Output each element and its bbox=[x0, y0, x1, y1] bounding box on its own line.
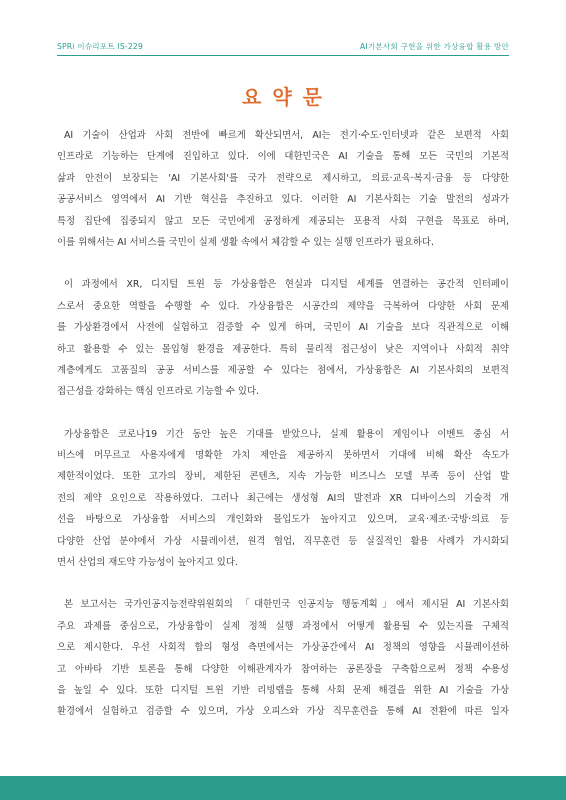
text-line: 을 높일 수 있다. 또한 디지털 트윈 기반 리빙랩을 통해 사회 문제 해결을 위한 AI 기술을 가상 bbox=[57, 684, 509, 696]
running-header bbox=[57, 41, 509, 53]
text-line: 계층에게도 고품질의 공공 서비스를 제공할 수 있다는 점에서, 가상융합은 AI 기본사회의 보편적 bbox=[57, 364, 509, 376]
text-line: 공공서비스 영역에서 AI 기반 혁신을 추진하고 있다. 이러한 AI 기본사회는 기술 발전의 성과가 bbox=[57, 194, 509, 206]
text-line: 가상융합은 코로나19 기간 동안 높은 기대를 받았으나, 실제 활용이 게임이나 이벤트 중심 서 bbox=[64, 428, 509, 440]
paragraph bbox=[57, 594, 509, 722]
text-line: 전의 제약 요인으로 작용하였다. 그러나 최근에는 생성형 AI의 발전과 XR 디바이스의 기술적 개 bbox=[57, 492, 509, 504]
text-line: 고 아바타 기반 토론을 통해 다양한 이해관계자가 참여하는 공론장을 구축함으로써 정책 수용성 bbox=[57, 663, 509, 675]
page-title: 요 약 문 bbox=[242, 85, 324, 109]
text-line: 특정 집단에 집중되지 않고 모든 국민에게 공정하게 제공되는 포용적 사회 구현을 목표로 하며, bbox=[57, 215, 509, 227]
text-line: 선을 바탕으로 가상융합 서비스의 개인화와 몰입도가 높아지고 있으며, 교육·제조·국방·의료 등 bbox=[57, 514, 509, 526]
text-line: 접근성을 강화하는 핵심 인프라로 기능할 수 있다. bbox=[57, 386, 259, 398]
text-line: 하고 활용할 수 있는 몰입형 환경을 제공한다. 특히 물리적 접근성이 낮은 지역이나 사회적 취약 bbox=[57, 343, 509, 355]
text-line: 이 과정에서 XR, 디지털 트윈 등 가상융합은 현실과 디지털 세계를 연결하는 공간적 인터페이 bbox=[64, 279, 509, 291]
text-line: 이를 위해서는 AI 서비스를 국민이 실제 생활 속에서 체감할 수 있는 실행 인프라가 필요하다. bbox=[57, 236, 434, 248]
text-line: 으로 제시한다. 우선 사회적 합의 형성 측면에서는 가상공간에서 AI 정책의 영향을 시뮬레이션하 bbox=[57, 642, 509, 654]
text-line: 인프라로 기능하는 단계에 진입하고 있다. 이에 대한민국은 AI 기술을 통해 모든 국민의 기본적 bbox=[57, 151, 509, 163]
text-line: 다양한 산업 분야에서 가상 시뮬레이션, 원격 협업, 직무훈련 등 실질적인 활용 사례가 가시화되 bbox=[57, 535, 509, 547]
header-divider bbox=[57, 55, 509, 56]
text-line: 를 가상환경에서 사전에 실험하고 검증할 수 있게 하며, 국민이 AI 기술을 보다 직관적으로 이해 bbox=[57, 322, 509, 334]
paragraph bbox=[57, 274, 509, 402]
report-series-label: SPRi 이슈리포트 IS-229 bbox=[57, 42, 143, 51]
text-line: 비스에 머무르고 사용자에게 명확한 가치 제안을 제공하지 못하면서 기대에 비해 확산 속도가 bbox=[57, 450, 509, 462]
paragraph bbox=[57, 125, 509, 253]
text-line: 삶과 안전이 보장되는 'AI 기본사회'를 국가 전략으로 제시하고, 의료·교육·복지·금융 등 다양한 bbox=[57, 172, 509, 184]
footer-band bbox=[0, 776, 566, 800]
text-line: 환경에서 실험하고 검증할 수 있으며, 가상 오피스와 가상 직무훈련을 통해 AI 전환에 따른 일자 bbox=[57, 706, 509, 718]
text-line: 주요 과제를 중심으로, 가상융합이 실제 정책 실행 과정에서 어떻게 활용될 수 있는지를 구체적 bbox=[57, 620, 509, 632]
text-line: AI 기술이 산업과 사회 전반에 빠르게 확산되면서, AI는 전기·수도·인터넷과 같은 보편적 사회 bbox=[64, 130, 509, 141]
text-line: 본 보고서는 국가인공지능전략위원회의 「대한민국 인공지능 행동계획」에서 제시된 AI 기본사회 bbox=[64, 599, 509, 611]
report-title-label: AI기본사회 구현을 위한 가상융합 활용 방안 bbox=[359, 42, 509, 51]
text-line: 스로서 중요한 역할을 수행할 수 있다. 가상융합은 시공간의 제약을 극복하여 다양한 사회 문제 bbox=[57, 300, 509, 312]
paragraph bbox=[57, 424, 509, 574]
text-line: 제한적이었다. 또한 고가의 장비, 제한된 콘텐츠, 지속 가능한 비즈니스 모델 부족 등이 산업 발 bbox=[57, 471, 509, 483]
text-line: 면서 산업의 재도약 가능성이 높아지고 있다. bbox=[57, 557, 238, 569]
summary-body bbox=[57, 125, 509, 744]
